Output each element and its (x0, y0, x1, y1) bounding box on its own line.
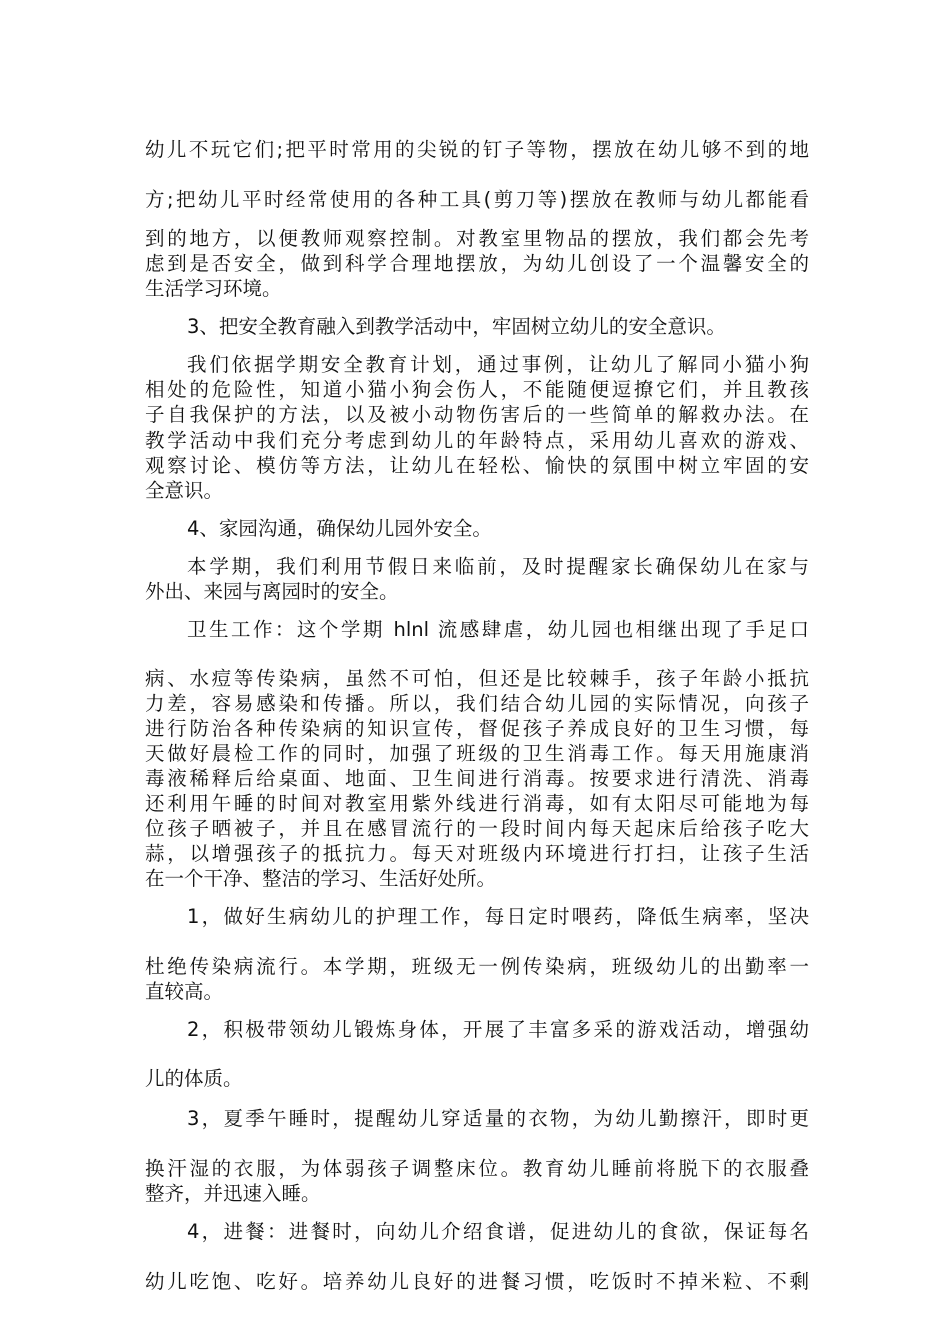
section-heading: 4、家园沟通，确保幼儿园外安全。 (187, 517, 492, 540)
text-line: 杜绝传染病流行。本学期，班级无一例传染病，班级幼儿的出勤率一 (145, 955, 809, 978)
text-line: 儿的体质。 (145, 1067, 243, 1090)
text-line: 全意识。 (145, 479, 224, 502)
text-line: 天做好晨检工作的同时，加强了班级的卫生消毒工作。每天用施康消 (145, 742, 809, 765)
text-line: 相处的危险性，知道小猫小狗会伤人，不能随便逗撩它们，并且教孩 (145, 378, 809, 401)
text-line: 还利用午睡的时间对教室用紫外线进行消毒，如有太阳尽可能地为每 (145, 792, 809, 815)
text-line: 外出、来园与离园时的安全。 (145, 580, 399, 603)
text-line: 毒液稀释后给桌面、地面、卫生间进行消毒。按要求进行清洗、消毒 (145, 767, 809, 790)
list-item: 2，积极带领幼儿锻炼身体，开展了丰富多采的游戏活动，增强幼 (187, 1018, 809, 1041)
text-line: 蒜，以增强孩子的抵抗力。每天对班级内环境进行打扫，让孩子生活 (145, 842, 809, 865)
text-line: 在一个干净、整洁的学习、生活好处所。 (145, 867, 497, 890)
text-line: 力差，容易感染和传播。所以，我们结合幼儿园的实际情况，向孩子 (145, 692, 809, 715)
list-item: 3，夏季午睡时，提醒幼儿穿适量的衣物，为幼儿勤擦汗，即时更 (187, 1107, 809, 1130)
text-line: 教学活动中我们充分考虑到幼儿的年龄特点，采用幼儿喜欢的游戏、 (145, 429, 809, 452)
text-line: 生活学习环境。 (145, 277, 282, 300)
text-line: 幼儿吃饱、吃好。培养幼儿良好的进餐习惯，吃饭时不掉米粒、不剩 (145, 1270, 809, 1293)
text-line: 我们依据学期安全教育计划，通过事例，让幼儿了解同小猫小狗 (187, 353, 809, 376)
text-line: 虑到是否安全，做到科学合理地摆放，为幼儿创设了一个温馨安全的 (145, 252, 809, 275)
section-heading: 3、把安全教育融入到教学活动中，牢固树立幼儿的安全意识。 (187, 315, 726, 338)
text-line: 方;把幼儿平时经常使用的各种工具(剪刀等)摆放在教师与幼儿都能看 (145, 188, 809, 211)
text-line: 到的地方，以便教师观察控制。对教室里物品的摆放，我们都会先考 (145, 227, 809, 250)
text-line: 卫生工作：这个学期 hlnl 流感肆虐，幼儿园也相继出现了手足口 (187, 618, 809, 641)
text-line: 幼儿不玩它们;把平时常用的尖锐的钉子等物，摆放在幼儿够不到的地 (145, 138, 809, 161)
text-line: 直较高。 (145, 980, 224, 1003)
text-line: 换汗湿的衣服，为体弱孩子调整床位。教育幼儿睡前将脱下的衣服叠 (145, 1157, 809, 1180)
text-line: 进行防治各种传染病的知识宣传，督促孩子养成良好的卫生习惯，每 (145, 717, 809, 740)
text-line: 观察讨论、模仿等方法，让幼儿在轻松、愉快的氛围中树立牢固的安 (145, 454, 809, 477)
text-line: 病、水痘等传染病，虽然不可怕，但还是比较棘手，孩子年龄小抵抗 (145, 667, 809, 690)
text-line: 位孩子晒被子，并且在感冒流行的一段时间内每天起床后给孩子吃大 (145, 817, 809, 840)
list-item: 1，做好生病幼儿的护理工作，每日定时喂药，降低生病率，坚决 (187, 905, 809, 928)
list-item: 4，进餐：进餐时，向幼儿介绍食谱，促进幼儿的食欲，保证每名 (187, 1220, 809, 1243)
text-line: 子自我保护的方法，以及被小动物伤害后的一些简单的解救办法。在 (145, 403, 809, 426)
text-line: 整齐，并迅速入睡。 (145, 1182, 321, 1205)
text-line: 本学期，我们利用节假日来临前，及时提醒家长确保幼儿在家与 (187, 555, 809, 578)
